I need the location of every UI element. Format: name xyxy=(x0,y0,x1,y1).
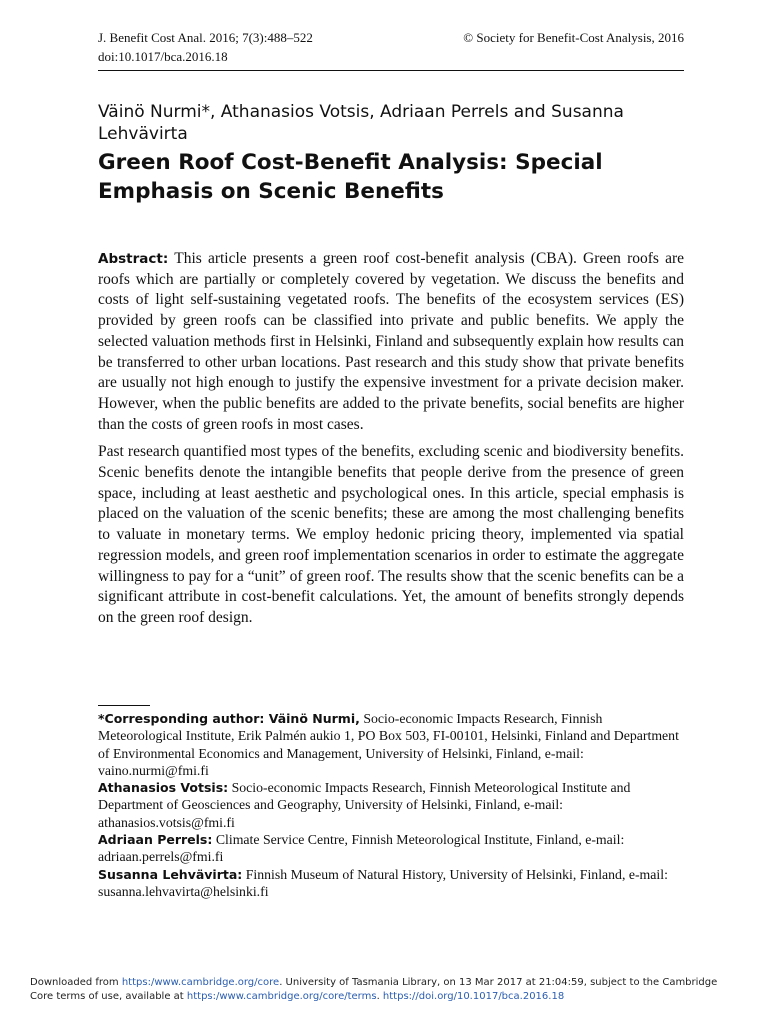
footnote-item xyxy=(98,710,684,779)
header-divider xyxy=(98,70,684,71)
footnote-label: Athanasios Votsis: xyxy=(98,780,229,796)
doi-link[interactable]: https://doi.org/10.1017/bca.2016.18 xyxy=(382,991,565,1002)
article-title: Green Roof Cost-Benefit Analysis: Special Emphasis on Scenic Benefits xyxy=(98,150,603,204)
cambridge-core-link[interactable]: https:/www.cambridge.org/core xyxy=(121,977,280,988)
copyright-symbol: © xyxy=(463,30,474,45)
footnote-item xyxy=(98,866,684,901)
footnote-label: *Corresponding author: Väinö Nurmi, xyxy=(98,711,360,726)
footnote-text: Socio-economic Impacts Research, Finnish Meteorological Institute, Erik Palmén aukio 1, PO Box 503, FI-00101, Helsinki, Finland and Department of Environmental Economics and Management, University of Helsinki, Finland, e-mail: vaino.nurmi@fmi.fi xyxy=(98,711,679,778)
footnote-text: Socio-economic Impacts Research, Finnish Meteorological Institute and Department of Geosciences and Geography, University of Helsinki, Finland, e-mail: athanasios.votsis@fmi.fi xyxy=(98,780,631,830)
footnote-label: Susanna Lehvävirta: xyxy=(98,866,243,882)
footnote-item xyxy=(98,779,684,831)
copyright-text: Society for Benefit-Cost Analysis, 2016 xyxy=(476,30,684,45)
download-text: Downloaded from xyxy=(30,977,122,988)
download-notice xyxy=(30,976,730,1004)
abstract-paragraph xyxy=(98,249,684,435)
author-list: Väinö Nurmi*, Athanasios Votsis, Adriaan Perrels and Susanna Lehvävirta xyxy=(98,102,624,144)
footnote-label: Adriaan Perrels: xyxy=(98,832,213,848)
abstract-text-1: This article presents a green roof cost-benefit analysis (CBA). Green roofs are roofs which are partially or completely covered by vegetation. We discuss the benefits and costs of light self-sustaining vegetated roofs. The benefits of the ecosystem services (ES) provided by green roofs can be classified into private and public benefits. We apply the selected valuation methods first in Helsinki, Finland and subsequently explain how results can be transferred to other urban locations. Past research and this study show that private benefits are usually not high enough to justify the expensive investment for a private decision maker. However, when the public benefits are added to the private benefits, social benefits are higher than the costs of green roofs in most cases. xyxy=(98,250,684,433)
abstract-text-2: Past research quantified most types of the benefits, excluding scenic and biodiversity benefits. Scenic benefits denote the intangible benefits that people derive from the presence of green space, including at least aesthetic and psychological ones. In this article, special emphasis is placed on the valuation of the scenic benefits; these are among the most challenging benefits to valuate in monetary terms. We employ hedonic pricing theory, implemented via spatial regression models, and green roof implementation scenarios in order to estimate the aggregate willingness to pay for a “unit” of green roof. The results show that the scenic benefits can be a significant attribute in cost-benefit calculations. Yet, the amount of benefits strongly depends on the green roof design. xyxy=(98,443,684,626)
author-footnotes xyxy=(98,710,684,900)
abstract-section xyxy=(98,249,684,636)
download-text: . University of Tasmania Library, on 13 Mar 2017 at 21:04:59, subject to the Cambridge Core terms of use, available at xyxy=(30,977,718,1002)
footnote-item xyxy=(98,831,684,866)
download-text: . xyxy=(376,991,383,1002)
footnote-text: Finnish Museum of Natural History, University of Helsinki, Finland, e-mail: susanna.lehvavirta@helsinki.fi xyxy=(98,866,668,899)
article-doi: doi:10.1017/bca.2016.18 xyxy=(98,49,228,64)
terms-link[interactable]: https:/www.cambridge.org/core/terms xyxy=(186,991,377,1002)
footnote-text: Climate Service Centre, Finnish Meteorological Institute, Finland, e-mail: adriaan.perrels@fmi.fi xyxy=(98,832,625,865)
abstract-label: Abstract: xyxy=(98,251,169,267)
journal-citation: J. Benefit Cost Anal. 2016; 7(3):488–522 xyxy=(98,30,313,45)
footnote-divider xyxy=(98,705,150,706)
journal-header xyxy=(98,28,684,66)
copyright-notice xyxy=(463,28,684,47)
